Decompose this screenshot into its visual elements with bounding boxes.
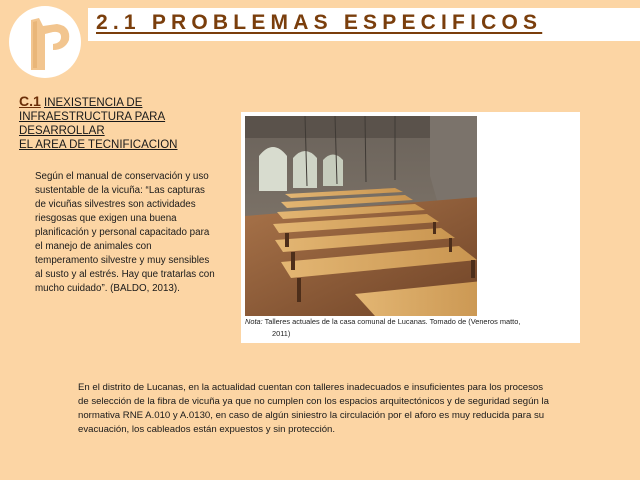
quote-line: el manejo de animales con — [35, 241, 152, 252]
caption-note-label: Nota: — [245, 317, 263, 326]
caption-year: 2011) — [272, 329, 291, 338]
figure-caption — [245, 316, 577, 340]
quote-line: temperamento silvestre y muy sensibles — [35, 255, 210, 266]
body-paragraph — [78, 381, 623, 437]
body-line: de selección de la fibra de vicuña ya que no cumplen con los espacios arquitectónicos y de seguridad según la — [78, 396, 549, 407]
quote-line: mucho cuidado”. (BALDO, 2013). — [35, 283, 180, 294]
section-name-line-3: EL AREA DE TECNIFICACION — [19, 139, 178, 151]
quote-line: sustentable de la vicuña: “Las capturas — [35, 185, 205, 196]
section-heading — [19, 94, 244, 152]
quote-line: de vicuñas silvestres son actividades — [35, 199, 196, 210]
workshop-photo — [245, 116, 492, 316]
quote-line: planificación y personal capacitado para — [35, 227, 210, 238]
body-line: En el distrito de Lucanas, en la actualidad cuentan con talleres inadecuados e insuficientes para los procesos — [78, 382, 544, 393]
quote-line: al susto y al estrés. Hay que tratarlas con — [35, 269, 215, 280]
figure-frame — [241, 112, 580, 343]
caption-text: Talleres actuales de la casa comunal de Lucanas. Tomado de (Veneros matto, — [262, 317, 521, 326]
section-name-line-1: INEXISTENCIA DE — [44, 97, 143, 109]
logo-emblem-icon — [9, 6, 81, 78]
section-name-line-2: INFRAESTRUCTURA PARA DESARROLLAR — [19, 111, 166, 137]
quote-paragraph — [35, 170, 235, 296]
quote-line: Según el manual de conservación y uso — [35, 171, 209, 182]
body-line: evacuación, los cableados están expuestos y sin protección. — [78, 424, 336, 435]
body-line: normativa RNE A.010 y A.0130, en caso de algún siniestro la circulación por el aforo es muy reducida para su — [78, 410, 545, 421]
quote-line: riesgosas que exigen una buena — [35, 213, 177, 224]
section-code: C.1 — [19, 93, 41, 109]
page-title: 2.1 PROBLEMAS ESPECIFICOS — [96, 11, 543, 34]
university-logo — [9, 6, 81, 78]
